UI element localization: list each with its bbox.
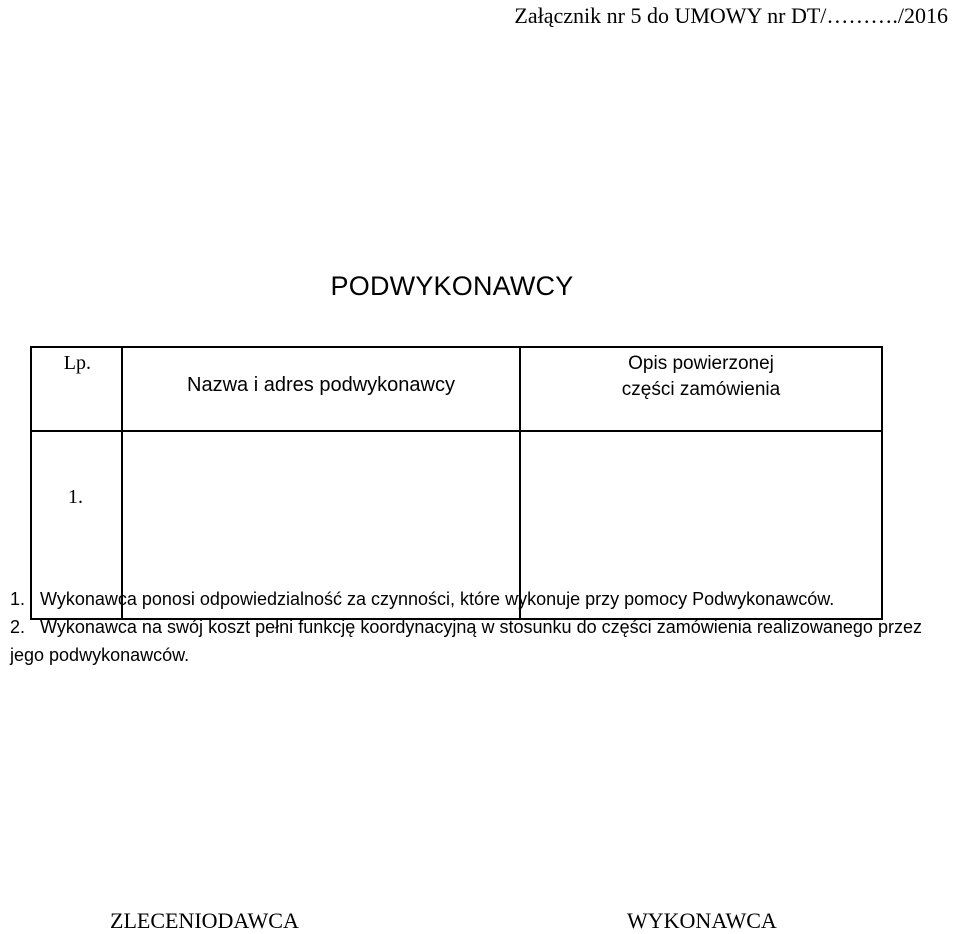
table-header-row [31, 347, 882, 431]
note-item [10, 585, 922, 613]
signature-client: ZLECENIODAWCA [110, 908, 299, 933]
header-description [520, 347, 882, 431]
note-text: Wykonawca ponosi odpowiedzialność za czynności, które wykonuje przy pomocy Podwykonawców. [40, 589, 835, 609]
note-item [10, 613, 922, 669]
page-title: PODWYKONAWCY [330, 271, 574, 301]
header-description-line-1: Opis powierzonej [628, 353, 774, 374]
header-description-line-2: części zamówienia [621, 379, 781, 400]
header-name-address: Nazwa i adres podwykonawcy [122, 347, 520, 431]
note-number: 2. [10, 617, 26, 637]
signature-contractor: WYKONAWCA [627, 908, 777, 933]
note-number: 1. [10, 589, 26, 609]
annex-reference: Załącznik nr 5 do UMOWY nr DT/………./2016 [514, 3, 948, 28]
subcontractors-table [30, 346, 883, 620]
row-lp: 1. [31, 431, 122, 619]
notes-list [10, 585, 922, 669]
header-lp: Lp. [31, 347, 122, 431]
note-text: Wykonawca na swój koszt pełni funkcję koordynacyjną w stosunku do części zamówienia realizowanego przez jego podwykonawców. [10, 617, 922, 665]
